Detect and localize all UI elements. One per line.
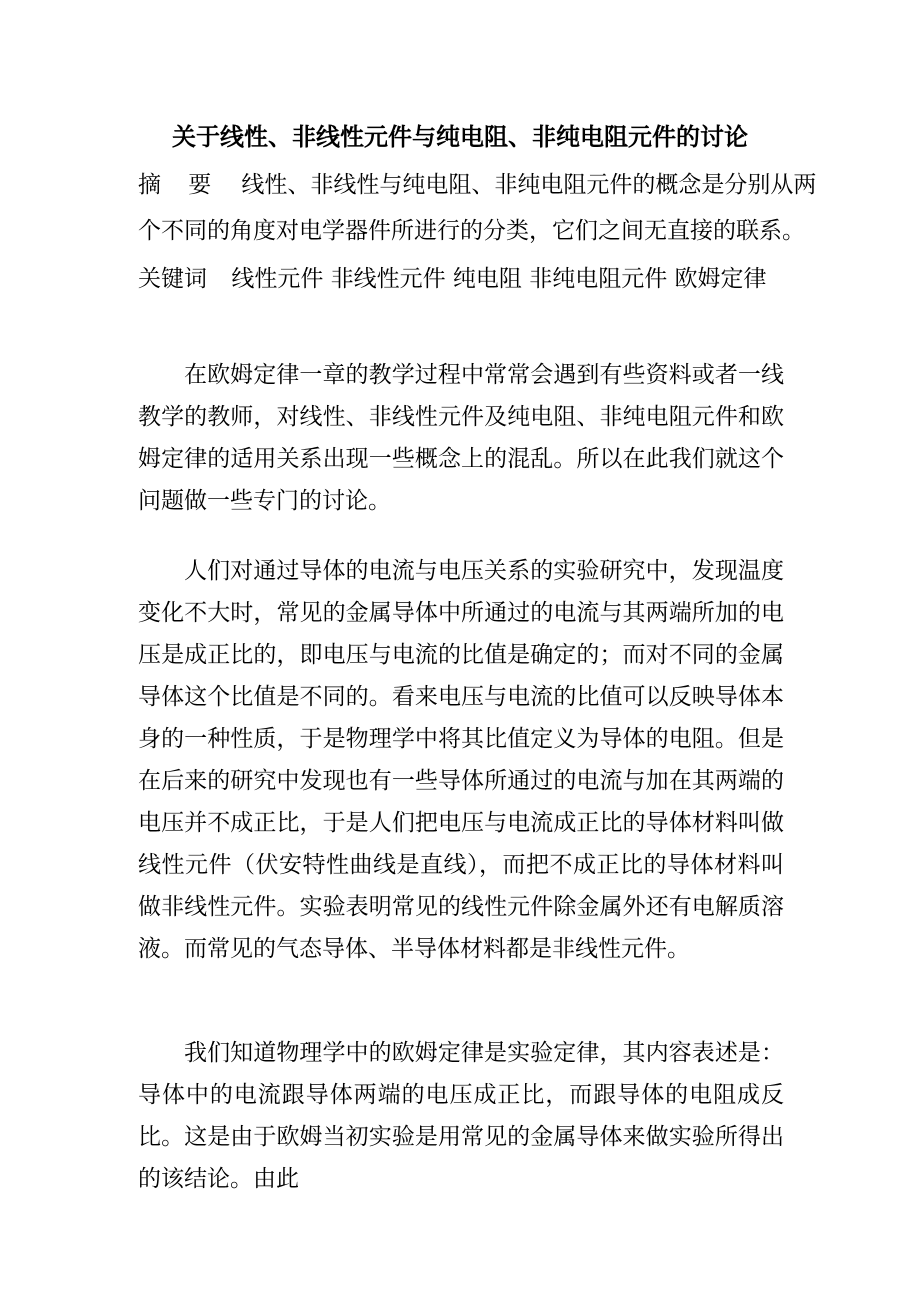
keywords-label: 关键词 (138, 266, 207, 292)
abstract-text-1: 线性、非线性与纯电阻、非纯电阻元件的概念是分别从两 (241, 172, 817, 198)
abstract-text-2: 个不同的角度对电学器件所进行的分类，它们之间无直接的联系。 (138, 218, 805, 244)
paragraph-2: 人们对通过导体的电流与电压关系的实验研究中，发现温度变化不大时，常见的金属导体中所通过的电流与其两端所加的电压是成正比的，即电压与电流的比值是确定的；而对不同的金属导体这个比值是不同的。看来电压与电流的比值可以反映导体本身的一种性质，于是物理学中将其比值定义为导体的电阻。但是在后来的研究中发现也有一些导体所通过的电流与加在其两端的电压并不成正比，于是人们把电压与电流成正比的导体材料叫做线性元件（伏安特性曲线是直线），而把不成正比的导体材料叫做非线性元件。实验表明常见的线性元件除金属外还有电解质溶液。而常见的气态导体、半导体材料都是非线性元件。 (138, 558, 784, 962)
keywords-line (138, 262, 767, 296)
abstract-label: 摘 要 (138, 172, 222, 198)
document-title: 关于线性、非线性元件与纯电阻、非纯电阻元件的讨论 (172, 123, 748, 151)
keywords-text: 线性元件 非线性元件 纯电阻 非纯电阻元件 欧姆定律 (231, 266, 767, 292)
paragraph-1: 在欧姆定律一章的教学过程中常常会遇到有些资料或者一线教学的教师，对线性、非线性元件及纯电阻、非纯电阻元件和欧姆定律的适用关系出现一些概念上的混乱。所以在此我们就这个问题做一些专门的讨论。 (138, 362, 784, 514)
abstract-line-2 (138, 214, 805, 248)
abstract-line-1 (138, 168, 816, 202)
paragraph-3: 我们知道物理学中的欧姆定律是实验定律，其内容表述是：导体中的电流跟导体两端的电压成正比，而跟导体的电阻成反比。这是由于欧姆当初实验是用常见的金属导体来做实验所得出的该结论。由此 (138, 1040, 784, 1192)
